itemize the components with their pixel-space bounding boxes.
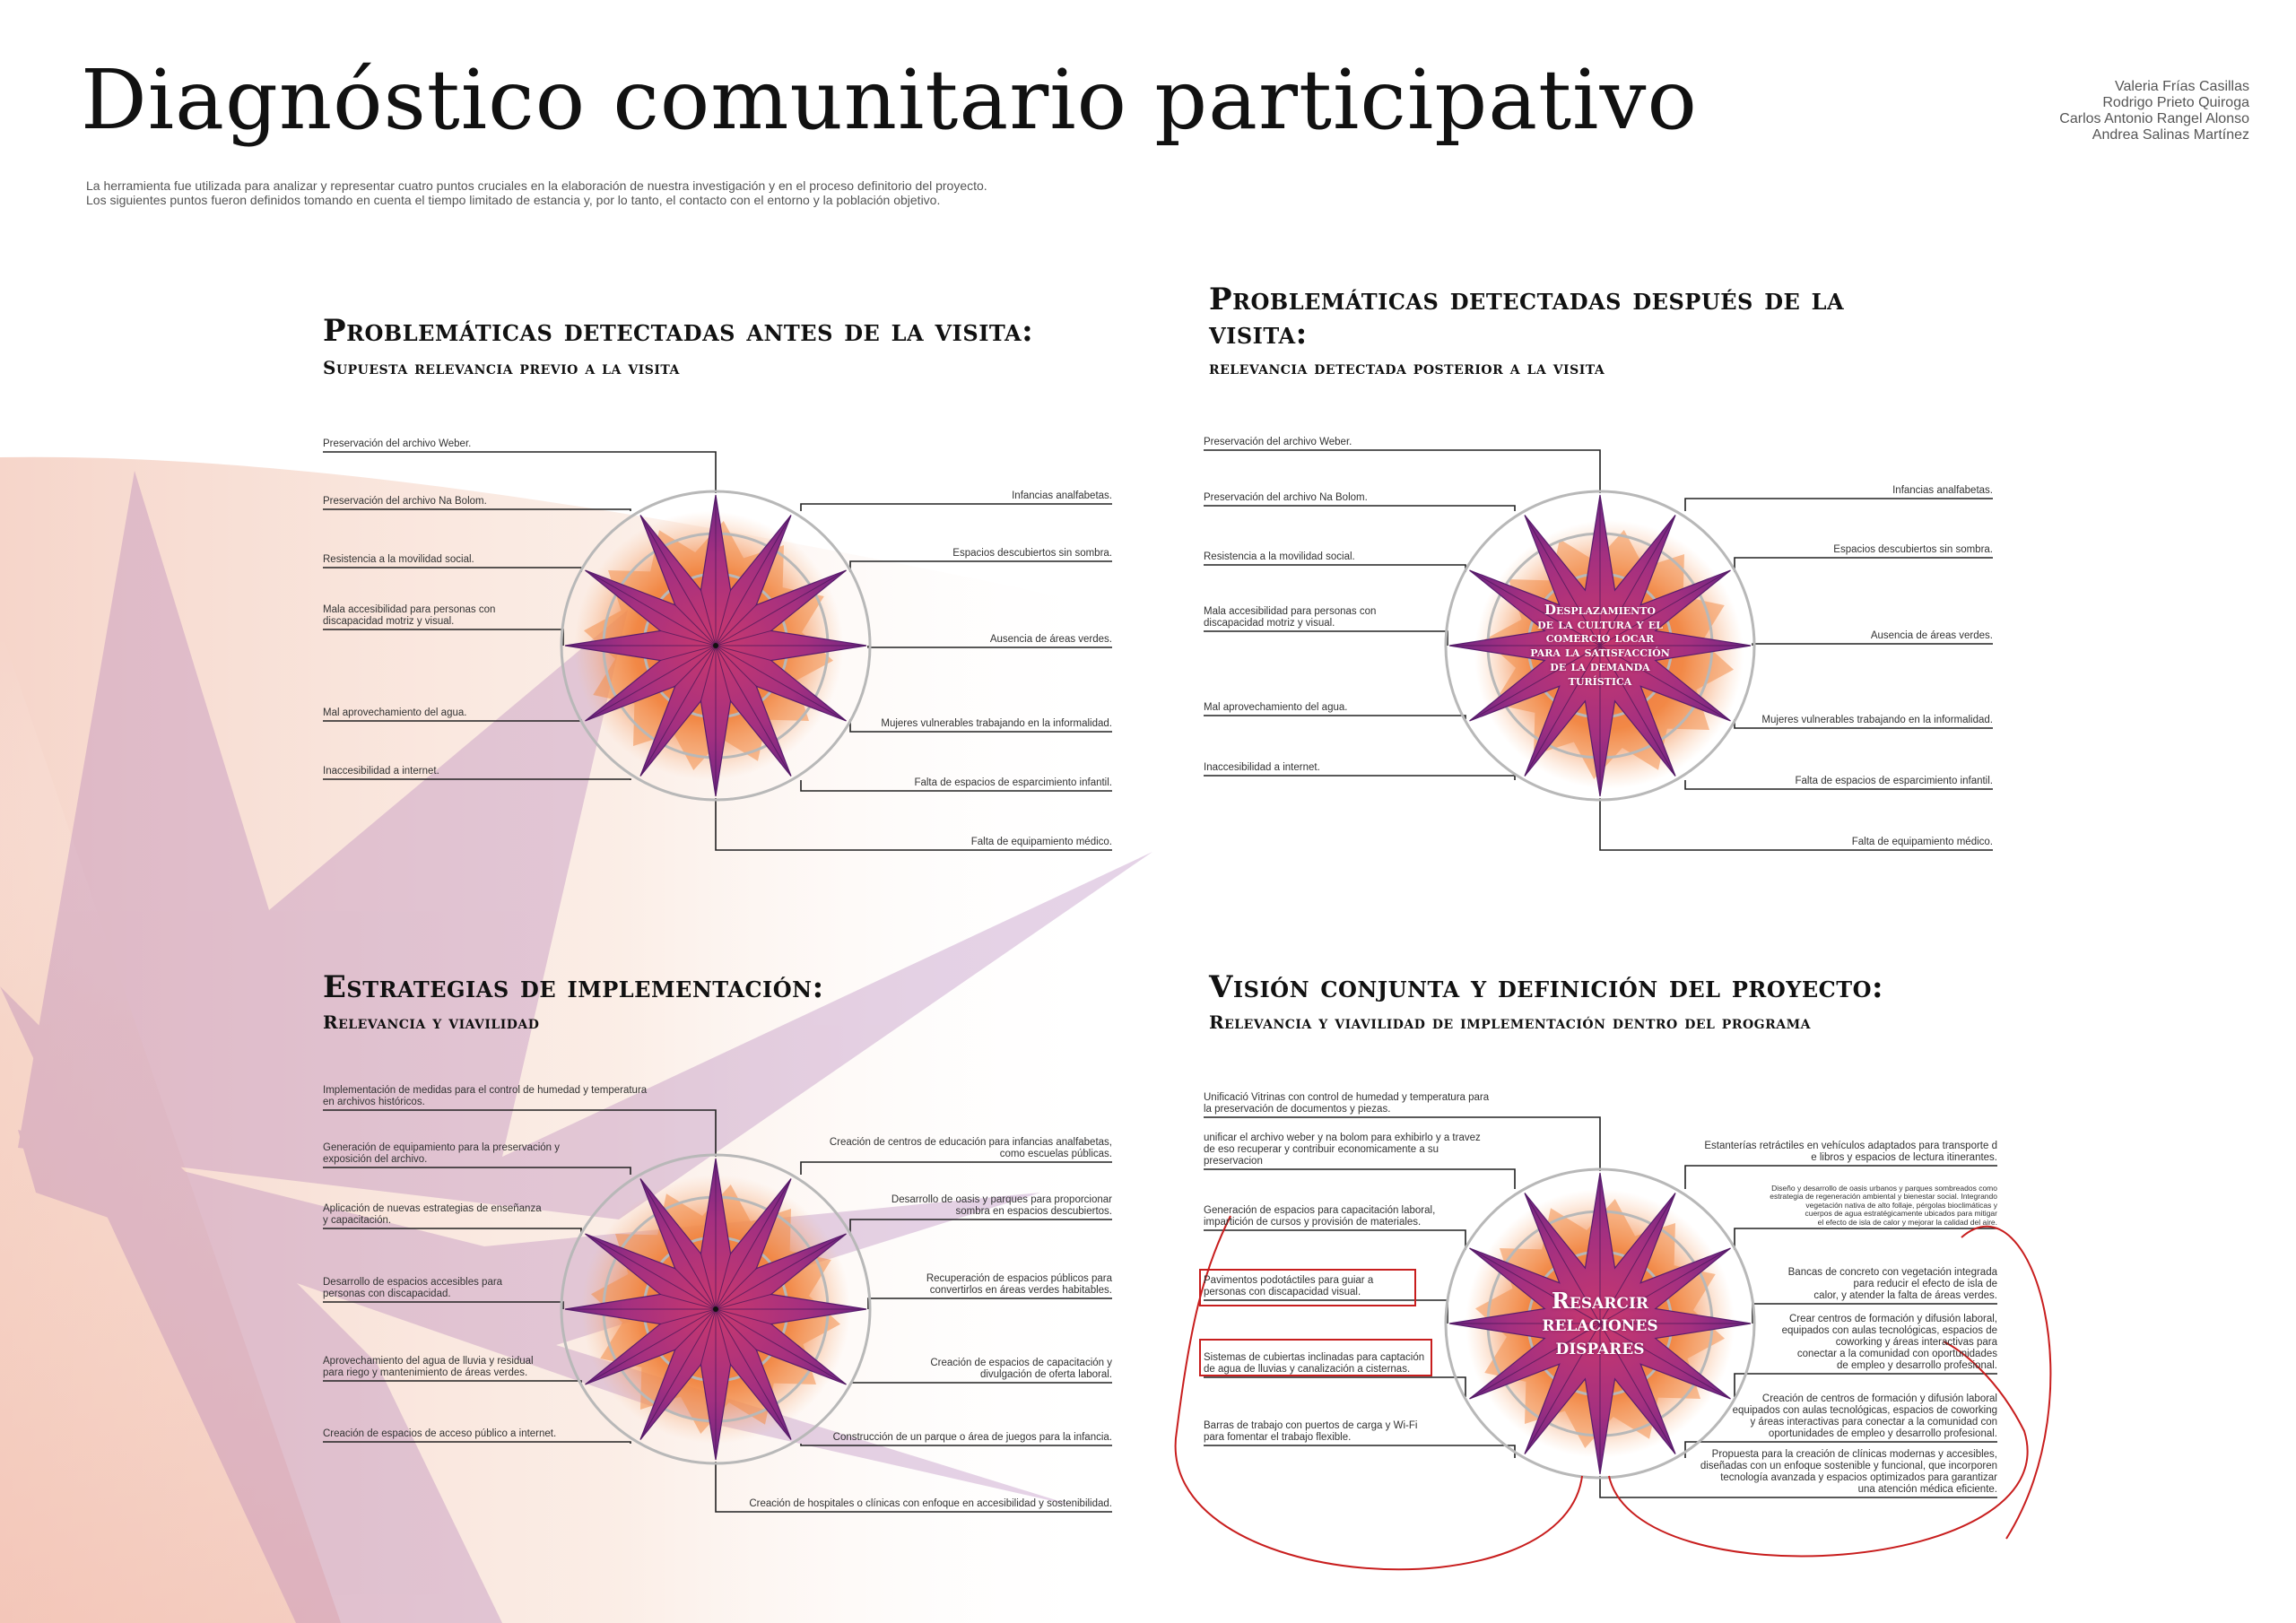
connector-right-5 <box>801 1444 1112 1445</box>
right-label-1: Creación de centros de educación para infancias analfabetas, como escuelas públicas. <box>829 1137 1112 1159</box>
center-text: Desplazamiento de la cultura y el comercio locar para la satisfacción de la demanda turística <box>1530 601 1670 689</box>
left-label-4: Pavimentos podotáctiles para guiar a personas con discapacidad visual. <box>1204 1275 1374 1298</box>
left-label-5: Sistemas de cubiertas inclinadas para captación de agua de lluvias y canalización a cisternas. <box>1204 1352 1425 1375</box>
left-label-2: Generación de equipamiento para la preservación y exposición del archivo. <box>323 1142 561 1165</box>
connector-right-2 <box>850 1219 1112 1236</box>
connector-left-2 <box>1204 506 1515 511</box>
connector-left-4 <box>323 629 563 646</box>
panel-4-diagram <box>1204 1085 2002 1533</box>
center-dot <box>713 1306 718 1312</box>
connector-left-2 <box>1204 1169 1515 1189</box>
center-dot <box>713 643 718 648</box>
left-label-1: Preservación del archivo Weber. <box>323 438 472 449</box>
connector-left-5 <box>323 719 581 721</box>
left-label-6: Barras de trabajo con puertos de carga y Wi-Fi para fomentar el trabajo flexible. <box>1204 1420 1418 1443</box>
right-label-4: Creación de espacios de capacitación y divulgación de oferta laboral. <box>930 1358 1112 1380</box>
connector-left-4 <box>1204 631 1448 646</box>
panel-2-subtitle: relevancia detectada posterior a la visita <box>1209 357 1605 378</box>
right-label-3: Recuperación de espacios públicos para convertirlos en áreas verdes habitables. <box>926 1273 1112 1296</box>
connector-right-3 <box>868 646 1112 647</box>
connector-right-3 <box>868 1298 1112 1309</box>
intro-line-1: La herramienta fue utilizada para analizar y representar cuatro puntos cruciales en la elaboración de nuestra investigación y en el proceso definitorio del proyecto. <box>86 178 987 193</box>
connector-left-4 <box>1204 1300 1448 1324</box>
left-label-5: Aprovechamiento del agua de lluvia y residual para riego y mantenimiento de áreas verdes. <box>323 1356 534 1378</box>
panel-4-title: Visión conjunta y definición del proyecto: <box>1209 969 1884 1005</box>
right-label-6: Falta de equipamiento médico. <box>1851 837 1993 847</box>
connector-left-3 <box>323 568 581 572</box>
left-label-4: Desarrollo de espacios accesibles para personas con discapacidad. <box>323 1277 503 1299</box>
connector-right-2 <box>1735 1228 1997 1250</box>
connector-right-2 <box>1735 558 1993 572</box>
page-title: Diagnóstico comunitario participativo <box>81 52 1698 148</box>
right-label-1: Infancias analfabetas. <box>1012 490 1112 501</box>
panel-2-title: Problemáticas detectadas después de la visita: <box>1209 282 1845 352</box>
connector-right-1 <box>801 1162 1112 1175</box>
center-text: Resarcir relaciones dispares <box>1542 1288 1658 1359</box>
intro-line-2: Los siguientes puntos fueron definidos tomando en cuenta el tiempo limitado de estancia y, por lo tanto, el contacto con el entorno y la población objetivo. <box>86 193 941 207</box>
right-label-4: Mujeres vulnerables trabajando en la informalidad. <box>881 718 1112 729</box>
author-3: Carlos Antonio Rangel Alonso <box>2059 111 2249 126</box>
connector-left-4 <box>323 1302 563 1309</box>
left-label-3: Aplicación de nuevas estrategias de enseñanza y capacitación. <box>323 1203 542 1226</box>
right-label-3: Ausencia de áreas verdes. <box>989 634 1112 645</box>
panel-3-title: Estrategias de implementación: <box>323 969 824 1005</box>
right-label-2: Desarrollo de oasis y parques para proporcionar sombra en espacios descubiertos. <box>891 1194 1112 1217</box>
connector-left-5 <box>1204 1377 1465 1397</box>
panel-4-subtitle: Relevancia y viavilidad de implementación dentro del programa <box>1209 1011 1811 1033</box>
connector-right-3 <box>1752 644 1993 646</box>
connector-left-3 <box>1204 1230 1465 1250</box>
left-label-6: Inaccesibilidad a internet. <box>1204 762 1320 773</box>
panel-3-diagram <box>323 1076 1121 1524</box>
left-label-6: Creación de espacios de acceso público a internet. <box>323 1428 557 1439</box>
authors <box>2059 79 2249 143</box>
left-label-1: Implementación de medidas para el control de humedad y temperatura en archivos históricos. <box>323 1085 648 1107</box>
right-label-2: Diseño y desarrollo de oasis urbanos y parques sombreados como estrategia de regeneración ambiental y bienestar social. Integrando vegetación nativa de alto follaje, pérgolas bioclimáticas y cuerpos de agua estratégicamente ubicados para mitigar el efecto de isla de calor y mejorar la calidad del aire. <box>1770 1183 1997 1227</box>
left-label-3: Resistencia a la movilidad social. <box>323 554 474 565</box>
panel-1-subtitle: Supuesta relevancia previo a la visita <box>323 357 680 378</box>
right-label-6: Propuesta para la creación de clínicas modernas y accesibles, diseñadas con un enfoque sostenible y funcional, que incorporen tecnología avanzada y espacios optimizados para garantizar una atención médica eficiente. <box>1700 1449 1997 1495</box>
connector-right-1 <box>801 504 1112 511</box>
panel-1-diagram <box>323 421 1121 852</box>
left-label-2: Preservación del archivo Na Bolom. <box>323 496 487 507</box>
right-label-2: Espacios descubiertos sin sombra. <box>1833 544 1993 555</box>
intro-text <box>86 178 1162 207</box>
right-label-1: Infancias analfabetas. <box>1892 485 1993 496</box>
connector-left-1 <box>1204 450 1600 493</box>
author-1: Valeria Frías Casillas <box>2115 79 2249 94</box>
connector-right-1 <box>1685 499 1993 511</box>
connector-left-3 <box>1204 565 1465 572</box>
author-4: Andrea Salinas Martínez <box>2092 127 2249 143</box>
left-label-3: Generación de espacios para capacitación laboral, impartición de cursos y provisión de materiales. <box>1204 1205 1436 1228</box>
left-label-4: Mala accesibilidad para personas con discapacidad motriz y visual. <box>323 604 496 627</box>
left-label-5: Mal aprovechamiento del agua. <box>323 707 467 718</box>
connector-left-2 <box>323 509 631 511</box>
connector-left-5 <box>1204 716 1465 719</box>
right-label-5: Falta de espacios de esparcimiento infantil. <box>914 777 1112 788</box>
panel-1-title: Problemáticas detectadas antes de la visita: <box>323 313 1034 349</box>
right-label-5: Construcción de un parque o área de juegos para la infancia. <box>832 1432 1112 1443</box>
left-label-2: unificar el archivo weber y na bolom para exhibirlo y a travez de eso recuperar y contribuir economicamente a su preservacion <box>1204 1133 1481 1167</box>
right-label-3: Bancas de concreto con vegetación integrada para reducir el efecto de isla de calor, y atender la falta de áreas verdes. <box>1787 1267 1997 1301</box>
connector-left-2 <box>323 1167 631 1175</box>
right-label-4: Crear centros de formación y difusión laboral, equipados con aulas tecnológicas, espacios de coworking y áreas interactivas para conectar a la comunidad con oportunidades de empleo y desarrollo profesional. <box>1781 1314 1997 1371</box>
right-label-3: Ausencia de áreas verdes. <box>1870 630 1993 641</box>
right-label-4: Mujeres vulnerables trabajando en la informalidad. <box>1761 715 1993 725</box>
left-label-6: Inaccesibilidad a internet. <box>323 766 439 777</box>
connector-left-3 <box>323 1228 581 1236</box>
right-label-1: Estanterías retráctiles en vehículos adaptados para transporte d e libros y espacios de lectura itinerantes. <box>1704 1141 1997 1163</box>
panel-3-subtitle: Relevancia y viavilidad <box>323 1011 540 1033</box>
connector-right-2 <box>850 561 1112 572</box>
connector-left-1 <box>323 452 716 493</box>
panel-2-diagram <box>1204 421 2002 852</box>
connector-left-6 <box>323 1442 631 1444</box>
left-label-3: Resistencia a la movilidad social. <box>1204 551 1355 562</box>
left-label-1: Preservación del archivo Weber. <box>1204 437 1352 447</box>
connector-left-6 <box>323 779 631 780</box>
connector-left-5 <box>323 1381 581 1383</box>
right-label-5: Creación de centros de formación y difusión laboral equipados con aulas tecnológicas, espacios de coworking y áreas interactivas para conectar a la comunidad con oportunidades de empleo y desarrollo profesional. <box>1732 1393 1997 1439</box>
right-label-6: Falta de equipamiento médico. <box>970 837 1112 847</box>
connector-left-6 <box>1204 1445 1515 1458</box>
right-label-6: Creación de hospitales o clínicas con enfoque en accesibilidad y sostenibilidad. <box>749 1498 1112 1509</box>
right-label-2: Espacios descubiertos sin sombra. <box>952 548 1112 559</box>
author-2: Rodrigo Prieto Quiroga <box>2102 95 2249 110</box>
left-label-2: Preservación del archivo Na Bolom. <box>1204 492 1368 503</box>
left-label-1: Unificació Vitrinas con control de humedad y temperatura para la preservación de documentos y piezas. <box>1204 1092 1490 1115</box>
left-label-4: Mala accesibilidad para personas con discapacidad motriz y visual. <box>1204 606 1377 629</box>
right-label-5: Falta de espacios de esparcimiento infantil. <box>1795 776 1993 786</box>
left-label-5: Mal aprovechamiento del agua. <box>1204 702 1348 713</box>
connector-left-6 <box>1204 776 1515 780</box>
